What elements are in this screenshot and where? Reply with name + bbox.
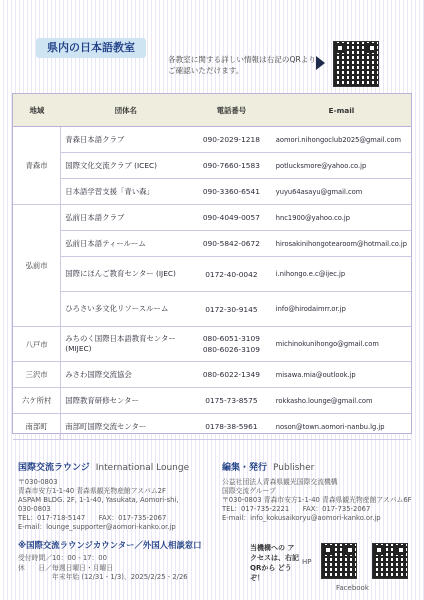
org-cell: 国際文化交流クラブ (ICEC) — [61, 153, 191, 179]
email-cell[interactable]: hnc1900@yahoo.co.jp — [272, 205, 411, 231]
email-cell[interactable]: potlucksmore@yahoo.co.jp — [272, 153, 411, 179]
lounge-address — [18, 478, 214, 532]
address-line: 公益社団法人青森県観光国際交流機構 — [222, 478, 338, 486]
address-line: TEL：017-735-2221 FAX：017-735-2067 — [222, 505, 371, 513]
hours-line: 休 日／毎週日曜日・月曜日 — [18, 563, 114, 572]
table-row — [13, 388, 411, 414]
phone-cell[interactable] — [191, 327, 272, 362]
col-header-phone: 電話番号 — [191, 94, 272, 127]
area-cell: 南部町 — [13, 414, 61, 440]
lounge-title-ja: 国際交流ラウンジ — [18, 463, 90, 473]
org-cell: 青森日本語クラブ — [61, 127, 191, 153]
col-header-email: E-mail — [272, 94, 411, 127]
opening-hours — [18, 554, 214, 583]
org-cell: ひろさい多文化リソースルーム — [61, 292, 191, 327]
email-cell[interactable]: rokkasho.lounge@gmail.com — [272, 388, 411, 414]
hours-line: 年末年始 (12/31 - 1/3)、2025/2/25 - 2/26 — [18, 573, 188, 581]
area-cell: 六ケ所村 — [13, 388, 61, 414]
facebook-qr-code-icon[interactable] — [372, 543, 408, 579]
area-cell: 青森市 — [13, 127, 61, 205]
table-row — [13, 414, 411, 440]
table-row — [13, 153, 411, 179]
phone-cell[interactable]: 090-3360-6541 — [191, 179, 272, 205]
qr-code-icon[interactable] — [333, 41, 379, 87]
facebook-label: Facebook — [336, 584, 369, 592]
org-cell: 南部町国際交流センター — [61, 414, 191, 440]
address-line: 030-0803 — [18, 505, 51, 513]
email-cell[interactable]: yuyu64asayu@gmail.com — [272, 179, 411, 205]
publisher-info — [222, 460, 418, 523]
lounge-title — [18, 460, 214, 473]
org-cell: みさわ国際交流協会 — [61, 362, 191, 388]
table-row — [13, 231, 411, 257]
phone-cell[interactable]: 0172-30-9145 — [191, 292, 272, 327]
classroom-table — [12, 93, 412, 434]
org-cell: 弘前日本語クラブ — [61, 205, 191, 231]
phone-line[interactable]: 080-6051-3109 — [202, 334, 260, 343]
publisher-title — [222, 460, 418, 473]
org-cell: みちのく国際日本語教育センター (MIJEC) — [61, 327, 191, 362]
col-header-area: 地域 — [13, 94, 61, 127]
page-title: 県内の日本語教室 — [36, 38, 146, 58]
publisher-email[interactable]: E-mail：info_kokusaikoryu@aomori-kanko.or.jp — [222, 514, 381, 522]
phone-cell[interactable]: 0178-38-5961 — [191, 414, 272, 440]
email-cell[interactable]: hirosakinihongotearoom@hotmail.co.jp — [272, 231, 411, 257]
area-cell: 三沢市 — [13, 362, 61, 388]
address-line: 青森市安方1-1-40 青森県観光物産館アスパム2F — [18, 487, 166, 495]
table-row — [13, 327, 411, 362]
area-cell: 八戸市 — [13, 327, 61, 362]
phone-cell[interactable]: 0172-40-0042 — [191, 257, 272, 292]
email-cell[interactable]: misawa.mia@outlook.jp — [272, 362, 411, 388]
publisher-address — [222, 478, 418, 523]
org-cell: 国際教育研修センター — [61, 388, 191, 414]
phone-cell[interactable]: 090-7660-1583 — [191, 153, 272, 179]
phone-cell[interactable]: 090-4049-0057 — [191, 205, 272, 231]
address-line: TEL：017-718-5147 FAX：017-735-2067 — [18, 514, 167, 522]
table-header-row — [13, 94, 411, 127]
area-cell: 弘前市 — [13, 205, 61, 327]
lounge-email[interactable]: E-mail：lounge_supporter@aomori-kanko.or.jp — [18, 523, 176, 531]
phone-cell[interactable]: 0175-73-8575 — [191, 388, 272, 414]
phone-cell[interactable]: 090-5842-0672 — [191, 231, 272, 257]
col-header-org: 団体名 — [61, 94, 191, 127]
org-cell: 日本語学習支援「青い森」 — [61, 179, 191, 205]
table-row — [13, 127, 411, 153]
email-cell[interactable]: noson@town.aomori-nanbu.lg.jp — [272, 414, 411, 440]
lounge-title-en: International Lounge — [95, 463, 190, 473]
counter-title: ※国際交流ラウンジカウンター／外国人相談窓口 — [18, 540, 202, 550]
email-cell[interactable]: i.nihongo.e.c@ijec.jp — [272, 257, 411, 292]
table-row — [13, 292, 411, 327]
table-row — [13, 205, 411, 231]
address-line: 〒030-0803 — [18, 478, 58, 486]
hp-qr-code-icon[interactable] — [321, 543, 357, 579]
table-row — [13, 257, 411, 292]
hp-label: HP — [302, 558, 312, 566]
email-cell[interactable]: michinokunihongo@gmail.com — [272, 327, 411, 362]
address-line: 国際交流グループ — [222, 487, 276, 495]
address-line: 〒030-0803 青森市安方1-1-40 青森県観光物産館アスパム6F — [222, 496, 412, 504]
hours-line: 受付時間／10：00 - 17：00 — [18, 554, 107, 562]
phone-line[interactable]: 080-6026-3109 — [202, 345, 260, 354]
email-cell[interactable]: info@hirodaimrr.or.jp — [272, 292, 411, 327]
address-line: ASPAM BLDG. 2F, 1-1-40, Yasukata, Aomori-shi, — [18, 496, 179, 504]
arrow-right-icon — [316, 56, 325, 70]
qr-access-note: 当機構への アクセスは、右記QRから どうぞ！ — [250, 544, 299, 582]
lounge-info — [18, 460, 214, 583]
phone-cell[interactable]: 090-2029-1218 — [191, 127, 272, 153]
email-cell[interactable]: aomori.nihongoclub2025@gmail.com — [272, 127, 411, 153]
publisher-title-ja: 編集・発行 — [222, 463, 268, 473]
org-cell: 国際にほんご教育センター (IJEC) — [61, 257, 191, 292]
table-row — [13, 362, 411, 388]
publisher-title-en: Publisher — [273, 463, 315, 473]
intro-text: 各教室に関する詳しい情報は右記のQRよりご確認いただけます。 — [168, 55, 316, 75]
table-row — [13, 179, 411, 205]
org-cell: 弘前日本語ティールーム — [61, 231, 191, 257]
phone-cell[interactable]: 080-6022-1349 — [191, 362, 272, 388]
